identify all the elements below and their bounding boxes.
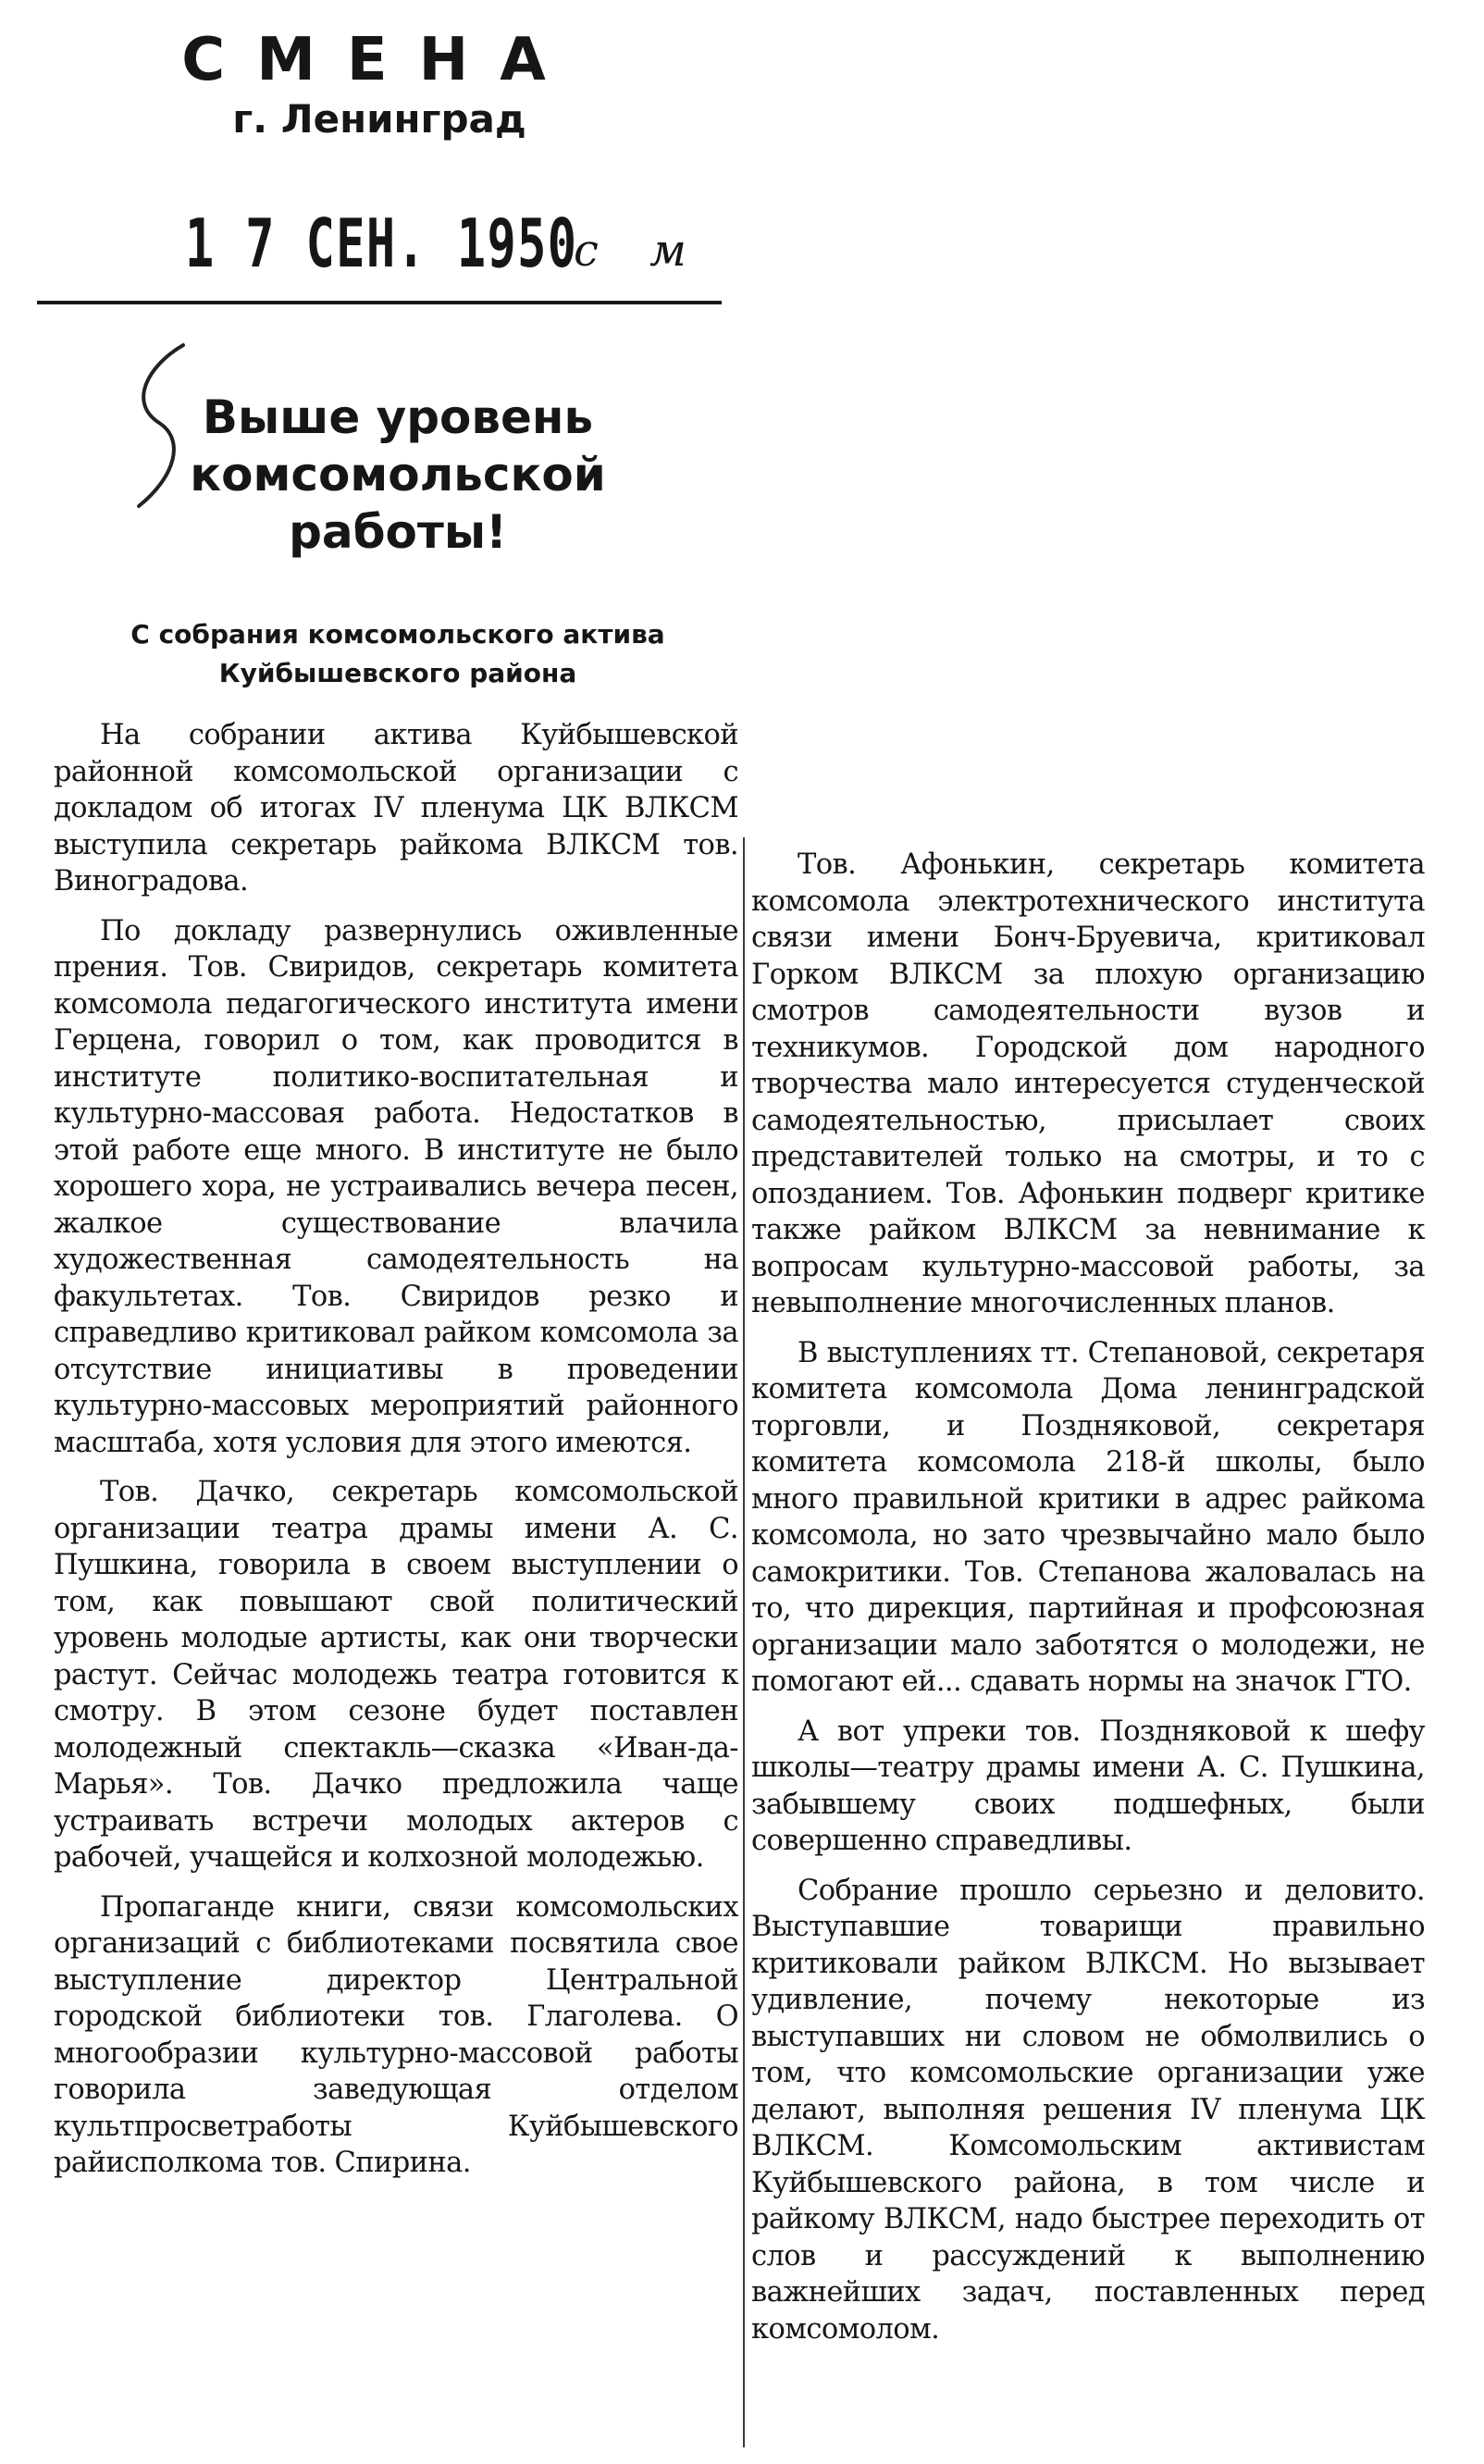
newspaper-city: г. Ленинград <box>232 96 526 142</box>
column-divider <box>743 837 745 2447</box>
headline-line: работы! <box>289 505 507 559</box>
article-paragraph: Тов. Дачко, секретарь комсомольской организации театра драмы имени А. С. Пушкина, говорила в своем выступлении о том, как повышают свой политический уровень молодые артисты, как они творчески растут. Сейчас молодежь театра готовится к смотру. В этом сезоне будет поставлен молодежный спектакль—сказка «Иван-да-Марья». Тов. Дачко предложила чаще устраивать встречи молодых актеров с рабочей, учащейся и колхозной молодежью. <box>54 1476 738 1874</box>
article-paragraph: Тов. Афонькин, секретарь комитета комсомола электротехнического института связи имени Бонч-Бруевича, критиковал Горком ВЛКСМ за плохую организацию смотров самодеятельности вузов и техникумов. Городской дом народного творчества мало интересуется студенческой самодеятельностью, присылает своих представителей только на смотры, и то с опозданием. Тов. Афонькин подверг критике также райком ВЛКСМ за невнимание к вопросам культурно-массовой работы, за невыполнение многочисленных планов. <box>751 848 1425 1319</box>
article-paragraph: На собрании актива Куйбышевской районной комсомольской организации с докладом об итогах IV пленума ЦК ВЛКСМ выступила секретарь райкома ВЛКСМ тов. Виноградова. <box>54 719 738 898</box>
article-paragraph: По докладу развернулись оживленные прения. Тов. Свиридов, секретарь комитета комсомола педагогического института имени Герцена, говорил о том, как проводится в институте политико-воспитательная и культурно-массовая работа. Недостатков в этой работе еще много. В институте не было хорошего хора, не устраивались вечера песен, жалкое существование влачила художественная самодеятельность на факультетах. Тов. Свиридов резко и справедливо критиковал райком комсомола за отсутствие инициативы в проведении культурно-массовых мероприятий районного масштаба, хотя условия для этого имеются. <box>54 914 738 1459</box>
article-paragraph: В выступлениях тт. Степановой, секретаря комитета комсомола Дома ленинградской торговли, и Поздняковой, секретаря комитета комсомола 218-й школы, было много правильной критики в адрес райкома комсомола, но зато чрезвычайно мало было самокритики. Тов. Степанова жаловалась на то, что дирекция, партийная и профсоюзная организации мало заботятся о молодежи, не помогают ей... сдавать нормы на значок ГТО. <box>751 1336 1425 1698</box>
stamp-handwritten-note: с м <box>574 225 686 277</box>
subhead-line: С собрания комсомольского актива <box>130 619 665 650</box>
masthead-rule <box>37 301 722 304</box>
article-paragraph: Собрание прошло серьезно и деловито. Выступавшие товарищи правильно критиковали райком ВЛКСМ. Но вызывает удивление, почему некоторые из выступавших ни словом не обмолвились о том, что комсомольские организации уже делают, выполняя решения IV пленума ЦК ВЛКСМ. Комсомольским активистам Куйбышевского района, в том числе и райкому ВЛКСМ, надо быстрее переходить от слов и рассуждений к выполнению важнейших задач, поставленных перед комсомолом. <box>751 1874 1425 2346</box>
article-headline <box>120 389 675 561</box>
masthead <box>37 28 722 142</box>
date-stamp <box>185 199 731 282</box>
article-column-right <box>751 847 1425 2360</box>
article-subhead <box>74 615 722 693</box>
subhead-line: Куйбышевского района <box>218 658 577 688</box>
headline-line: комсомольской <box>190 448 606 501</box>
headline-line: Выше уровень <box>202 390 594 444</box>
stamp-date: 1 7 СЕН. 1950 <box>185 204 578 282</box>
article-column-left <box>54 717 738 2195</box>
article-paragraph: Пропаганде книги, связи комсомольских организаций с библиотеками посвятила свое выступление директор Центральной городской библиотеки тов. Глаголева. О многообразии культурно-массовой работы говорила заведующая отделом культпросветработы Куйбышевского райисполкома тов. Спирина. <box>54 1890 738 2179</box>
article-paragraph: А вот упреки тов. Поздняковой к шефу школы—театру драмы имени А. С. Пушкина, забывшему своих подшефных, были совершенно справедливы. <box>751 1715 1425 1857</box>
newspaper-name: СМЕНА <box>181 26 577 94</box>
